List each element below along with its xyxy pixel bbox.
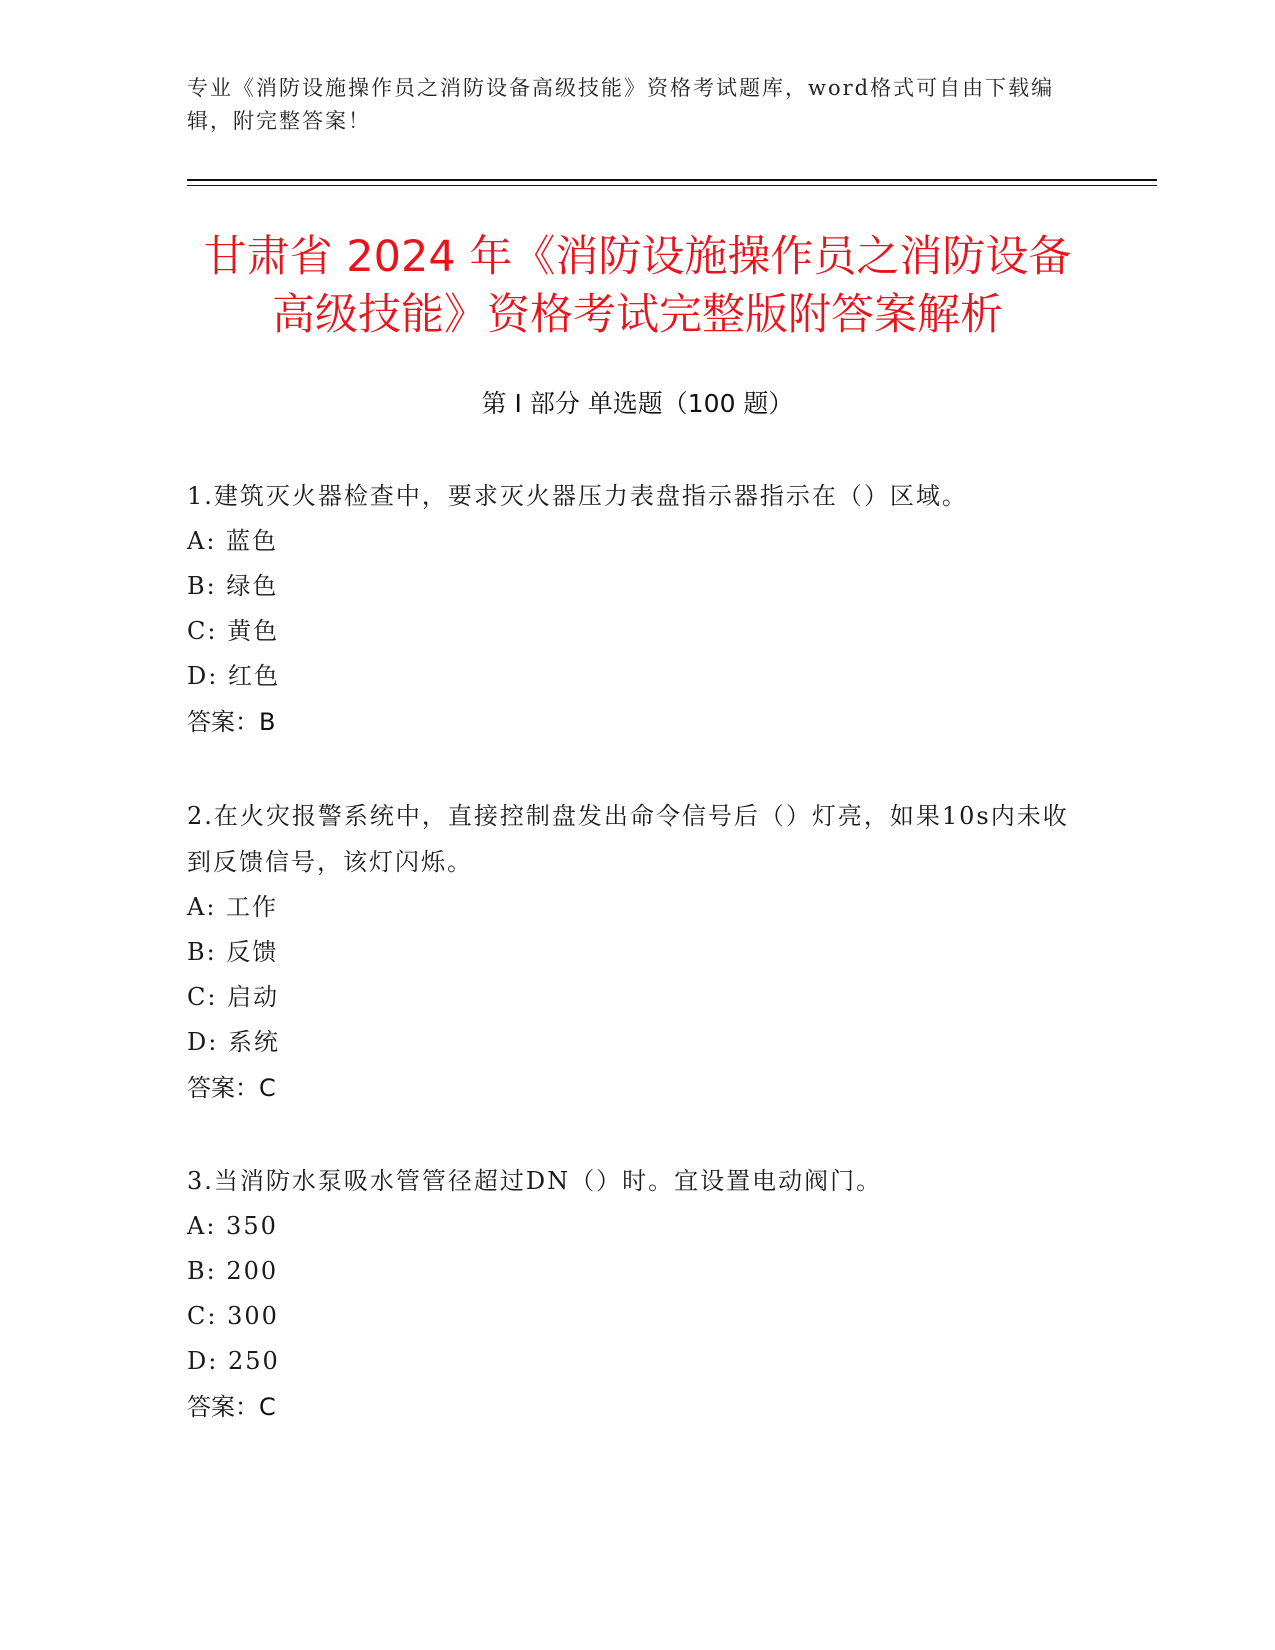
- question-2: [187, 793, 1087, 1111]
- option-c: C: 300: [187, 1302, 279, 1330]
- header-note: 专业《消防设施操作员之消防设备高级技能》资格考试题库，word格式可自由下载编辑，附完整答案！: [187, 76, 1055, 133]
- option-a: A: 350: [187, 1212, 278, 1240]
- answer: 答案：C: [187, 1393, 276, 1421]
- answer: 答案：C: [187, 1074, 276, 1102]
- header-divider-thin: [187, 185, 1157, 186]
- section-title: 第 I 部分 单选题（100 题）: [481, 389, 794, 418]
- answer: 答案：B: [187, 708, 276, 736]
- option-d: D: 250: [187, 1347, 280, 1375]
- question-stem: 1.建筑灭火器检查中，要求灭火器压力表盘指示器指示在（）区域。: [187, 482, 968, 510]
- question-3: [187, 1158, 1087, 1430]
- document-title: [150, 228, 1125, 344]
- option-d: D: 系统: [187, 1028, 280, 1056]
- option-b: B: 200: [187, 1257, 279, 1285]
- question-1: [187, 473, 1087, 745]
- document-title-line-2: 高级技能》资格考试完整版附答案解析: [272, 290, 1003, 340]
- document-title-line-1: 甘肃省 2024 年《消防设施操作员之消防设备: [203, 232, 1072, 282]
- option-b: B: 反馈: [187, 938, 279, 966]
- option-a: A: 工作: [187, 893, 279, 921]
- option-b: B: 绿色: [187, 572, 279, 600]
- option-c: C: 启动: [187, 983, 280, 1011]
- question-stem: 2.在火灾报警系统中，直接控制盘发出命令信号后（）灯亮，如果10s内未收到反馈信号，该灯闪烁。: [187, 802, 1069, 876]
- option-a: A: 蓝色: [187, 527, 279, 555]
- option-c: C: 黄色: [187, 617, 280, 645]
- question-stem: 3.当消防水泵吸水管管径超过DN（）时。宜设置电动阀门。: [187, 1167, 883, 1195]
- header-divider-thick: [187, 179, 1157, 181]
- option-d: D: 红色: [187, 662, 280, 690]
